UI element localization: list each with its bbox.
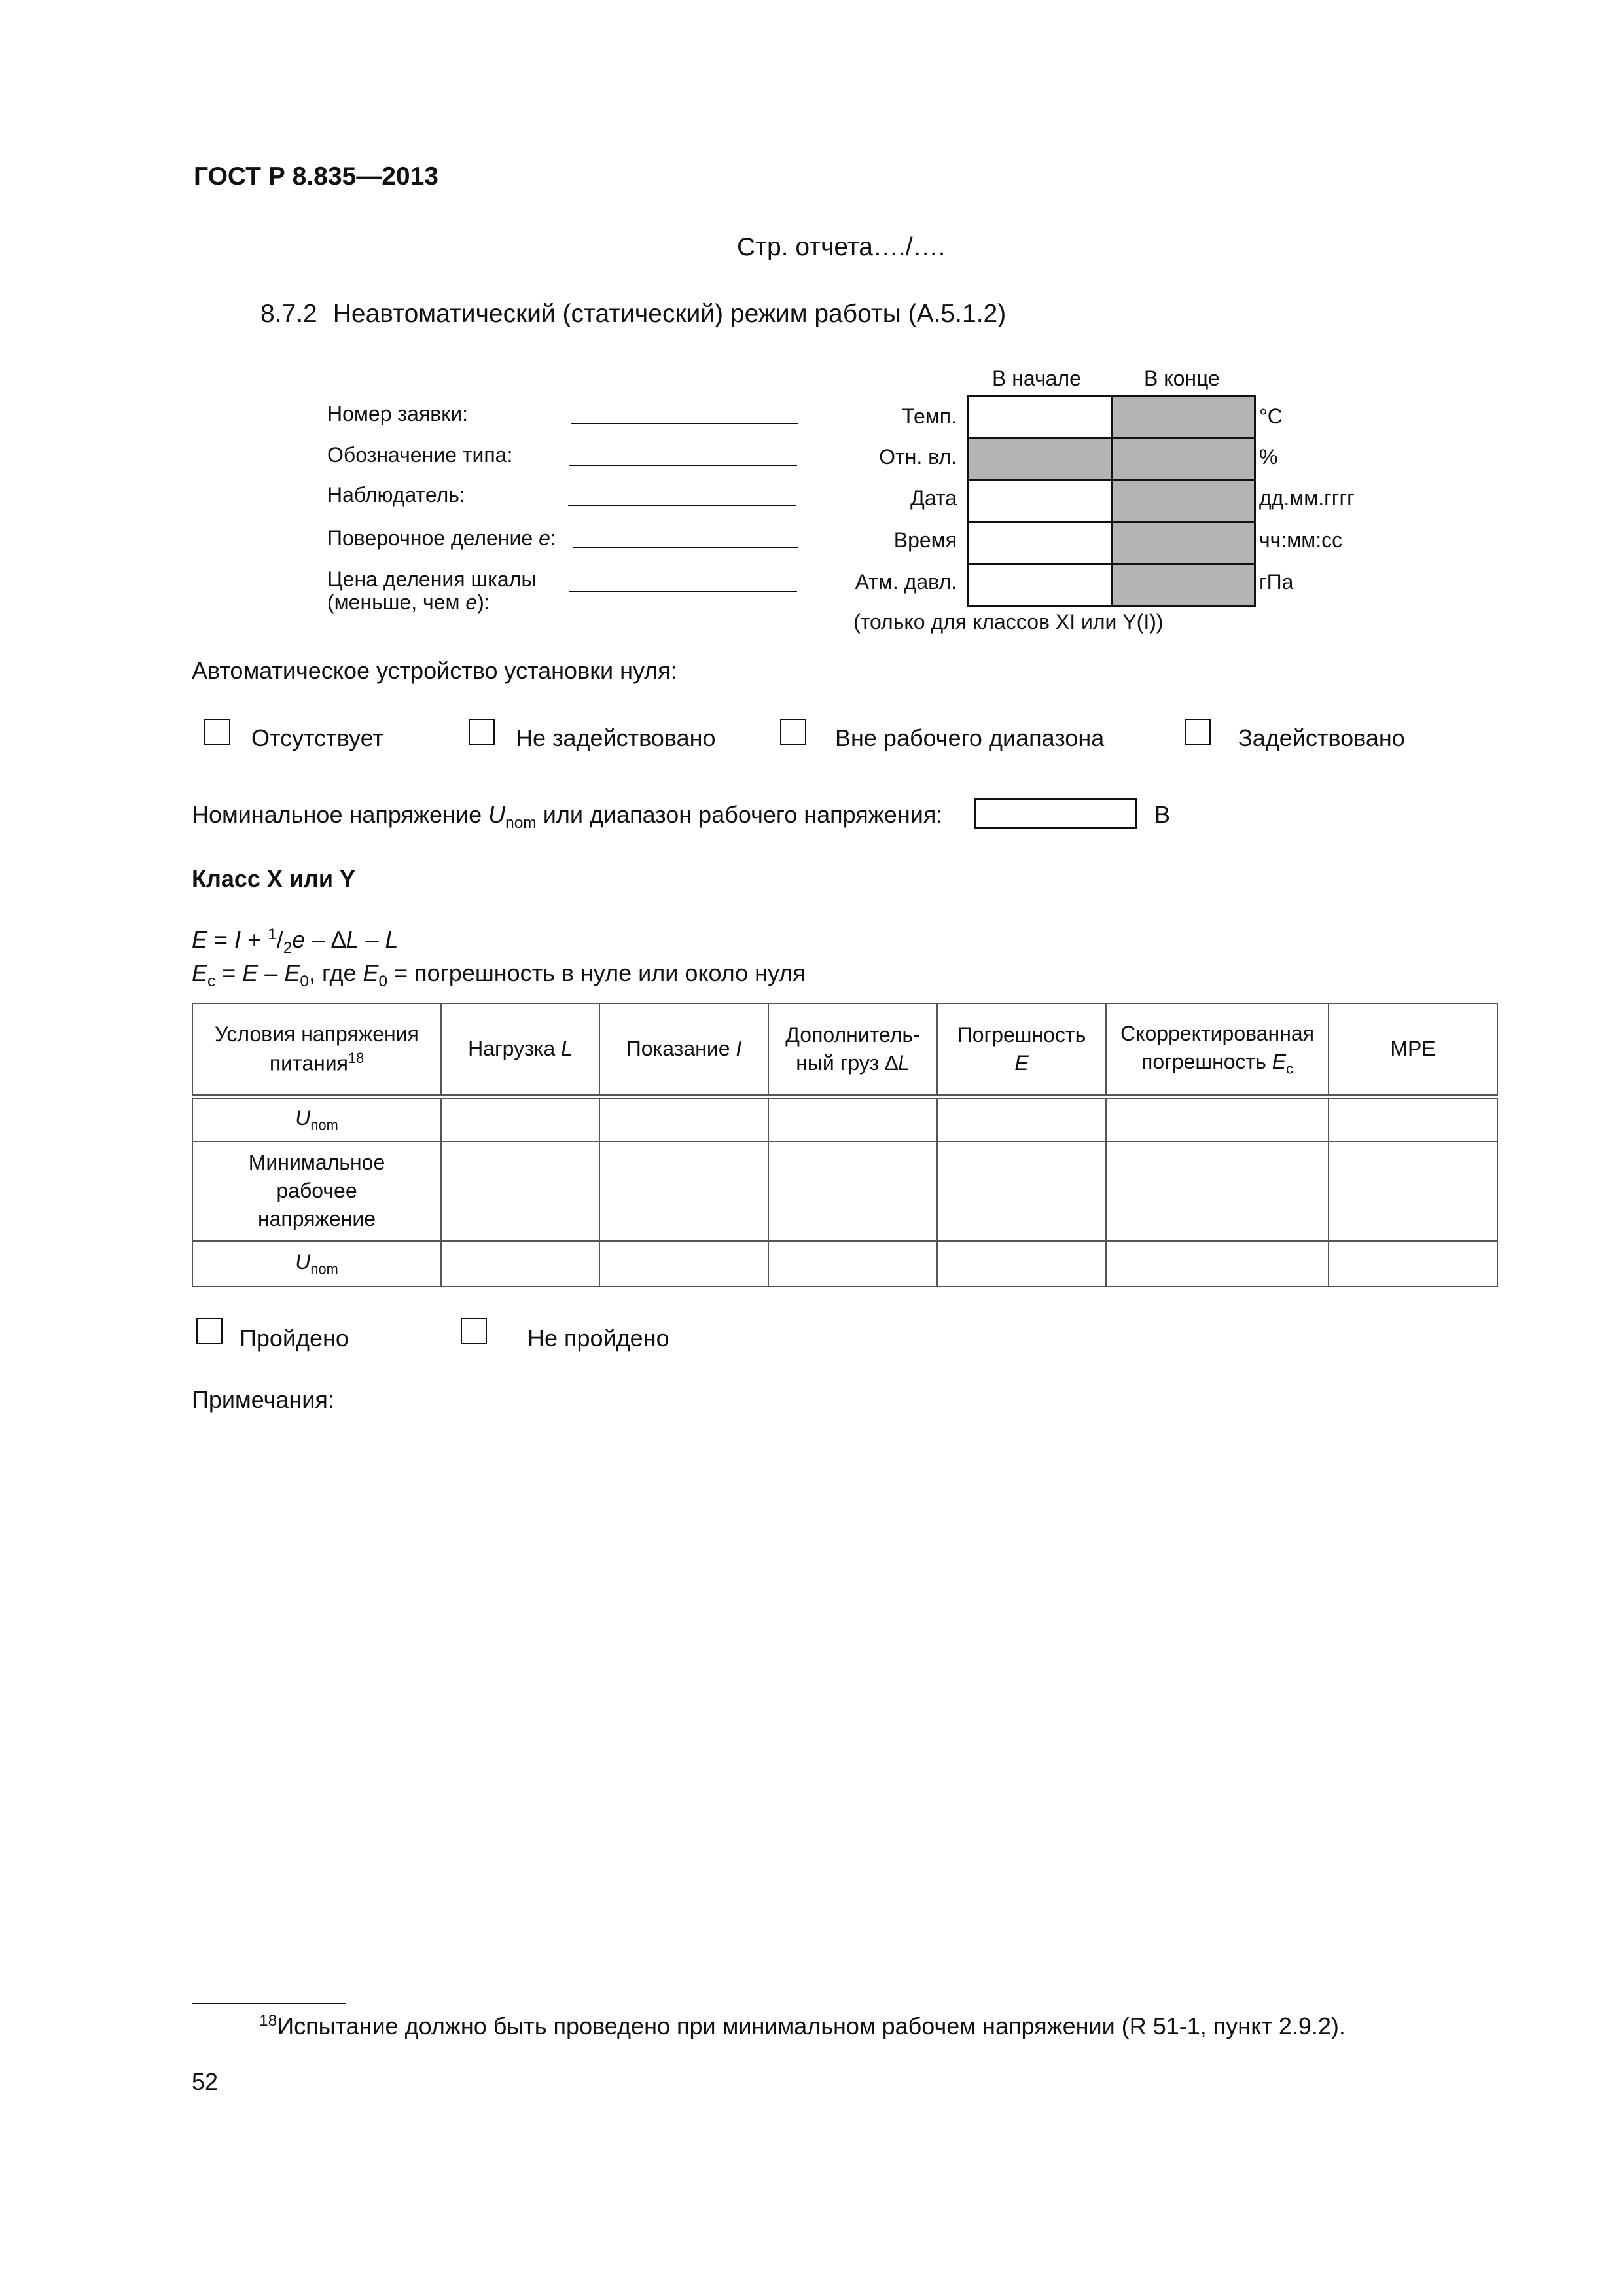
date-end-cell: [1112, 480, 1255, 522]
header-error: Погрешность E: [937, 1003, 1106, 1097]
environment-table: [967, 395, 1256, 607]
class-heading: Класс X или Y: [192, 865, 356, 892]
header-mpe: MPE: [1329, 1003, 1497, 1097]
passed-label: Пройдено: [240, 1325, 349, 1352]
temp-end-cell: [1112, 397, 1255, 439]
section-number: 8.7.2: [260, 300, 317, 328]
formula-corrected-error: $E_c = E - E_0$, где $E_0$ = погрешность в нуле или около нуля: [192, 960, 806, 991]
unit-temp: °C: [1259, 404, 1283, 428]
row-label-unom: $U_{nom}$: [192, 1097, 441, 1141]
col-start-label: В начале: [992, 367, 1081, 390]
table-row: [192, 1141, 1497, 1241]
table-row: [192, 1241, 1497, 1287]
section-title-text: Неавтоматический (статический) режим работы (А.5.1.2): [332, 300, 1007, 328]
table-row: [192, 1097, 1497, 1141]
header-reading: Показание I: [599, 1003, 768, 1097]
checkbox-not-engaged[interactable]: [469, 719, 495, 745]
header-corrected-error: Скорректированная погрешность $E_c$: [1106, 1003, 1329, 1097]
header-extra-load: Дополнитель- ный груз ∆L: [768, 1003, 937, 1097]
humidity-start-cell: [969, 439, 1112, 480]
humidity-end-cell: [1112, 439, 1255, 480]
voltage-input[interactable]: [974, 798, 1137, 829]
checkbox-absent[interactable]: [204, 719, 230, 745]
checkbox-passed[interactable]: [196, 1318, 223, 1344]
pressure-end-cell: [1112, 564, 1255, 606]
header-load: Нагрузка L: [441, 1003, 599, 1097]
observer-label: Наблюдатель:: [327, 483, 465, 507]
header-supply-conditions: Условия напряжения питания$^{18}$: [192, 1003, 441, 1097]
scale-division-field[interactable]: [569, 591, 797, 592]
env-label-temp: Темп.: [902, 404, 957, 428]
section-title: [260, 300, 1006, 329]
verification-division-label: Поверочное деление е:: [327, 526, 556, 550]
option-not-engaged-label: Не задействовано: [516, 725, 716, 751]
environment-note: (только для классов XI или Y(I)): [853, 610, 1164, 634]
report-page-reference: Стр. отчета…./….: [737, 233, 946, 261]
time-start-cell[interactable]: [969, 522, 1112, 564]
observer-field[interactable]: [568, 505, 796, 506]
col-end-label: В конце: [1144, 367, 1220, 390]
checkbox-failed[interactable]: [461, 1318, 487, 1344]
unit-humidity: %: [1259, 445, 1278, 469]
unit-time: чч:мм:сс: [1259, 528, 1343, 552]
type-designation-label: Обозначение типа:: [327, 443, 513, 467]
option-engaged-label: Задействовано: [1238, 725, 1405, 751]
time-end-cell: [1112, 522, 1255, 564]
date-start-cell[interactable]: [969, 480, 1112, 522]
voltage-label: Номинальное напряжение $U_{nom}$ или диапазон рабочего напряжения:: [192, 801, 943, 833]
checkbox-out-of-range[interactable]: [780, 719, 806, 745]
option-out-of-range-label: Вне рабочего диапазона: [835, 725, 1105, 751]
failed-label: Не пройдено: [527, 1325, 669, 1352]
env-label-pressure: Атм. давл.: [855, 570, 957, 594]
notes-label: Примечания:: [192, 1386, 334, 1413]
footnote: $^{18}$Испытание должно быть проведено при минимальном рабочем напряжении (R 51-1, пункт 2.9.2).: [259, 2012, 1346, 2039]
formula-error: $E = I + ^1/_2e - \Delta L - L$: [192, 925, 399, 958]
option-absent-label: Отсутствует: [251, 725, 383, 751]
unit-pressure: гПа: [1259, 570, 1294, 594]
footnote-divider: [192, 2003, 346, 2004]
scale-division-label: Цена деления шкалы (меньше, чем е):: [327, 567, 537, 614]
row-label-unom-2: $U_{nom}$: [192, 1241, 441, 1287]
request-number-label: Номер заявки:: [327, 402, 468, 425]
env-label-date: Дата: [910, 486, 957, 510]
row-label-min-voltage: Минимальное рабочее напряжение: [192, 1141, 441, 1241]
checkbox-engaged[interactable]: [1185, 719, 1211, 745]
zero-device-label: Автоматическое устройство установки нуля:: [192, 657, 677, 684]
temp-start-cell[interactable]: [969, 397, 1112, 439]
request-number-field[interactable]: [571, 423, 798, 424]
env-label-humidity: Отн. вл.: [879, 445, 957, 469]
measurement-table: [192, 1003, 1498, 1287]
type-designation-field[interactable]: [569, 465, 797, 466]
pressure-start-cell[interactable]: [969, 564, 1112, 606]
standard-number: ГОСТ Р 8.835—2013: [194, 162, 438, 190]
page-number: 52: [192, 2068, 219, 2095]
env-label-time: Время: [893, 528, 957, 552]
verification-division-field[interactable]: [573, 547, 798, 548]
unit-date: дд.мм.гггг: [1259, 486, 1355, 510]
voltage-unit: В: [1154, 801, 1171, 828]
